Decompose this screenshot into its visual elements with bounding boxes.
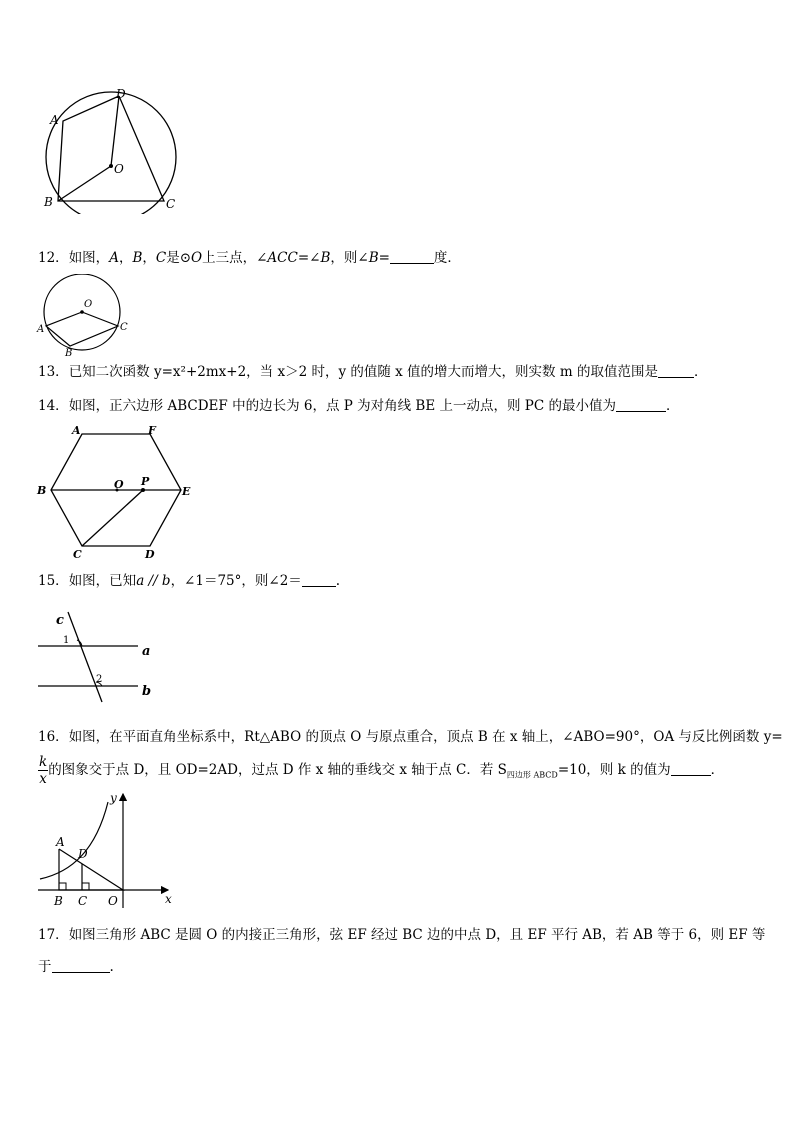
q13-number: 13． (38, 364, 69, 380)
q14-number: 14． (38, 398, 69, 414)
answer-blank[interactable] (658, 363, 694, 378)
fraction-k-over-x (38, 754, 48, 787)
segment-ob (58, 166, 111, 201)
answer-blank[interactable] (671, 761, 711, 776)
label-x: x (165, 892, 172, 906)
label-c: C (73, 548, 82, 561)
label-d: D (145, 548, 155, 561)
question-16 (38, 727, 783, 747)
answer-blank[interactable] (390, 249, 434, 264)
right-angle-c (82, 883, 89, 890)
question-17-line-2 (38, 957, 114, 977)
segment-pc (82, 490, 143, 546)
label-o: O (114, 162, 124, 176)
question-17 (38, 925, 765, 945)
q12-acc: ACC (267, 250, 298, 266)
question-15 (38, 571, 340, 591)
q12-b3: B (368, 250, 379, 266)
figure-15 (34, 604, 164, 704)
label-o: O (84, 299, 93, 310)
point-p (141, 488, 145, 492)
q13-text: 已知二次函数 y=x²+2mx+2，当 x＞2 时，y 的值随 x 值的增大而增大，则实数 m 的取值范围是 (68, 364, 658, 380)
label-a: A (72, 424, 81, 437)
label-d: D (116, 87, 126, 101)
label-b: B (44, 195, 53, 209)
label-c: C (78, 894, 88, 908)
fraction-numerator: k (39, 754, 48, 770)
segment-od (111, 96, 119, 166)
q15-text-b: ，∠1＝75°，则∠2＝ (170, 573, 302, 589)
label-angle-1: 1 (63, 635, 70, 646)
q12-sep2: ， (142, 250, 156, 266)
center-point (80, 310, 84, 314)
label-y: y (110, 791, 117, 805)
quadrilateral-abcd (58, 96, 164, 201)
question-13 (38, 362, 707, 382)
label-d: D (78, 847, 88, 861)
triangle-abo (59, 849, 123, 890)
label-b: B (54, 894, 63, 908)
q12-text-c: 上三点，∠ (202, 250, 268, 266)
q14-text: 如图，正六边形 ABCDEF 中的边长为 6，点 P 为对角线 BE 上一动点，则 PC 的最小值为 (68, 398, 616, 414)
answer-blank[interactable] (52, 958, 110, 973)
center-point (109, 164, 113, 168)
q12-c: C (155, 250, 167, 266)
q13-end: ． (693, 364, 708, 380)
label-p: P (141, 475, 150, 488)
q17-line2: 于 (38, 959, 52, 975)
q15-end: . (335, 573, 341, 589)
q12-b: B (132, 250, 143, 266)
q12-text-b: 是⊙ (166, 250, 192, 266)
q17-end: . (109, 959, 114, 975)
q12-text-g: 度． (433, 250, 461, 266)
label-o: O (108, 894, 118, 908)
q12-text-e: ，则∠ (330, 250, 369, 266)
fraction-denominator: x (39, 771, 47, 787)
q16-subscript: 四边形 ABCD (506, 770, 558, 780)
hyperbola-curve (40, 802, 108, 879)
figure-12 (34, 274, 134, 360)
q12-number: 12． (38, 250, 69, 266)
label-b: b (142, 684, 152, 699)
figure-11 (38, 84, 188, 214)
label-c: c (56, 613, 64, 628)
q16-number: 16． (38, 729, 69, 745)
label-o: O (114, 478, 124, 491)
label-c: C (120, 322, 128, 333)
q16-line2-a: 的图象交于点 D，且 OD=2AD，过点 D 作 x 轴的垂线交 x 轴于点 C．若 S (48, 762, 507, 778)
label-a: A (56, 835, 65, 849)
q12-b2: B (320, 250, 331, 266)
q12-sep1: ， (118, 250, 133, 266)
q16-line2-b: =10，则 k 的值为 (557, 762, 671, 778)
label-e: E (182, 485, 191, 498)
question-14 (38, 396, 679, 416)
q12-a: A (109, 250, 119, 266)
right-angle-b (59, 883, 66, 890)
q16-line1: 如图，在平面直角坐标系中，Rt△ABO 的顶点 O 与原点重合，顶点 B 在 x 轴上，∠ABO=90°，OA 与反比例函数 y= (68, 729, 783, 745)
q12-text-f: = (378, 250, 390, 266)
q15-text-a: 如图，已知 (68, 573, 137, 589)
q17-line1: 如图三角形 ABC 是圆 O 的内接正三角形，弦 EF 经过 BC 边的中点 D，且 EF 平行 AB，若 AB 等于 6，则 EF 等 (68, 927, 766, 943)
q14-end: ． (665, 398, 680, 414)
label-a: a (142, 644, 151, 659)
q17-number: 17． (38, 927, 69, 943)
label-c: C (166, 197, 176, 211)
label-f: F (148, 424, 156, 437)
q16-end: ． (710, 762, 725, 778)
answer-blank[interactable] (616, 397, 666, 412)
transversal-c (68, 612, 102, 702)
q12-text-d: =∠ (297, 250, 321, 266)
question-12 (38, 248, 461, 268)
label-b: B (65, 348, 73, 359)
label-a: A (37, 324, 45, 335)
label-b: B (37, 484, 47, 497)
q15-ab: a // b (136, 573, 171, 589)
figure-14 (34, 422, 196, 562)
q12-o: O (191, 250, 203, 266)
q12-text-a: 如图， (68, 250, 110, 266)
label-a: A (50, 113, 59, 127)
label-angle-2: 2 (96, 674, 103, 685)
q15-number: 15． (38, 573, 69, 589)
figure-16 (34, 790, 184, 910)
answer-blank[interactable] (302, 572, 336, 587)
question-16-line-2 (38, 754, 724, 787)
